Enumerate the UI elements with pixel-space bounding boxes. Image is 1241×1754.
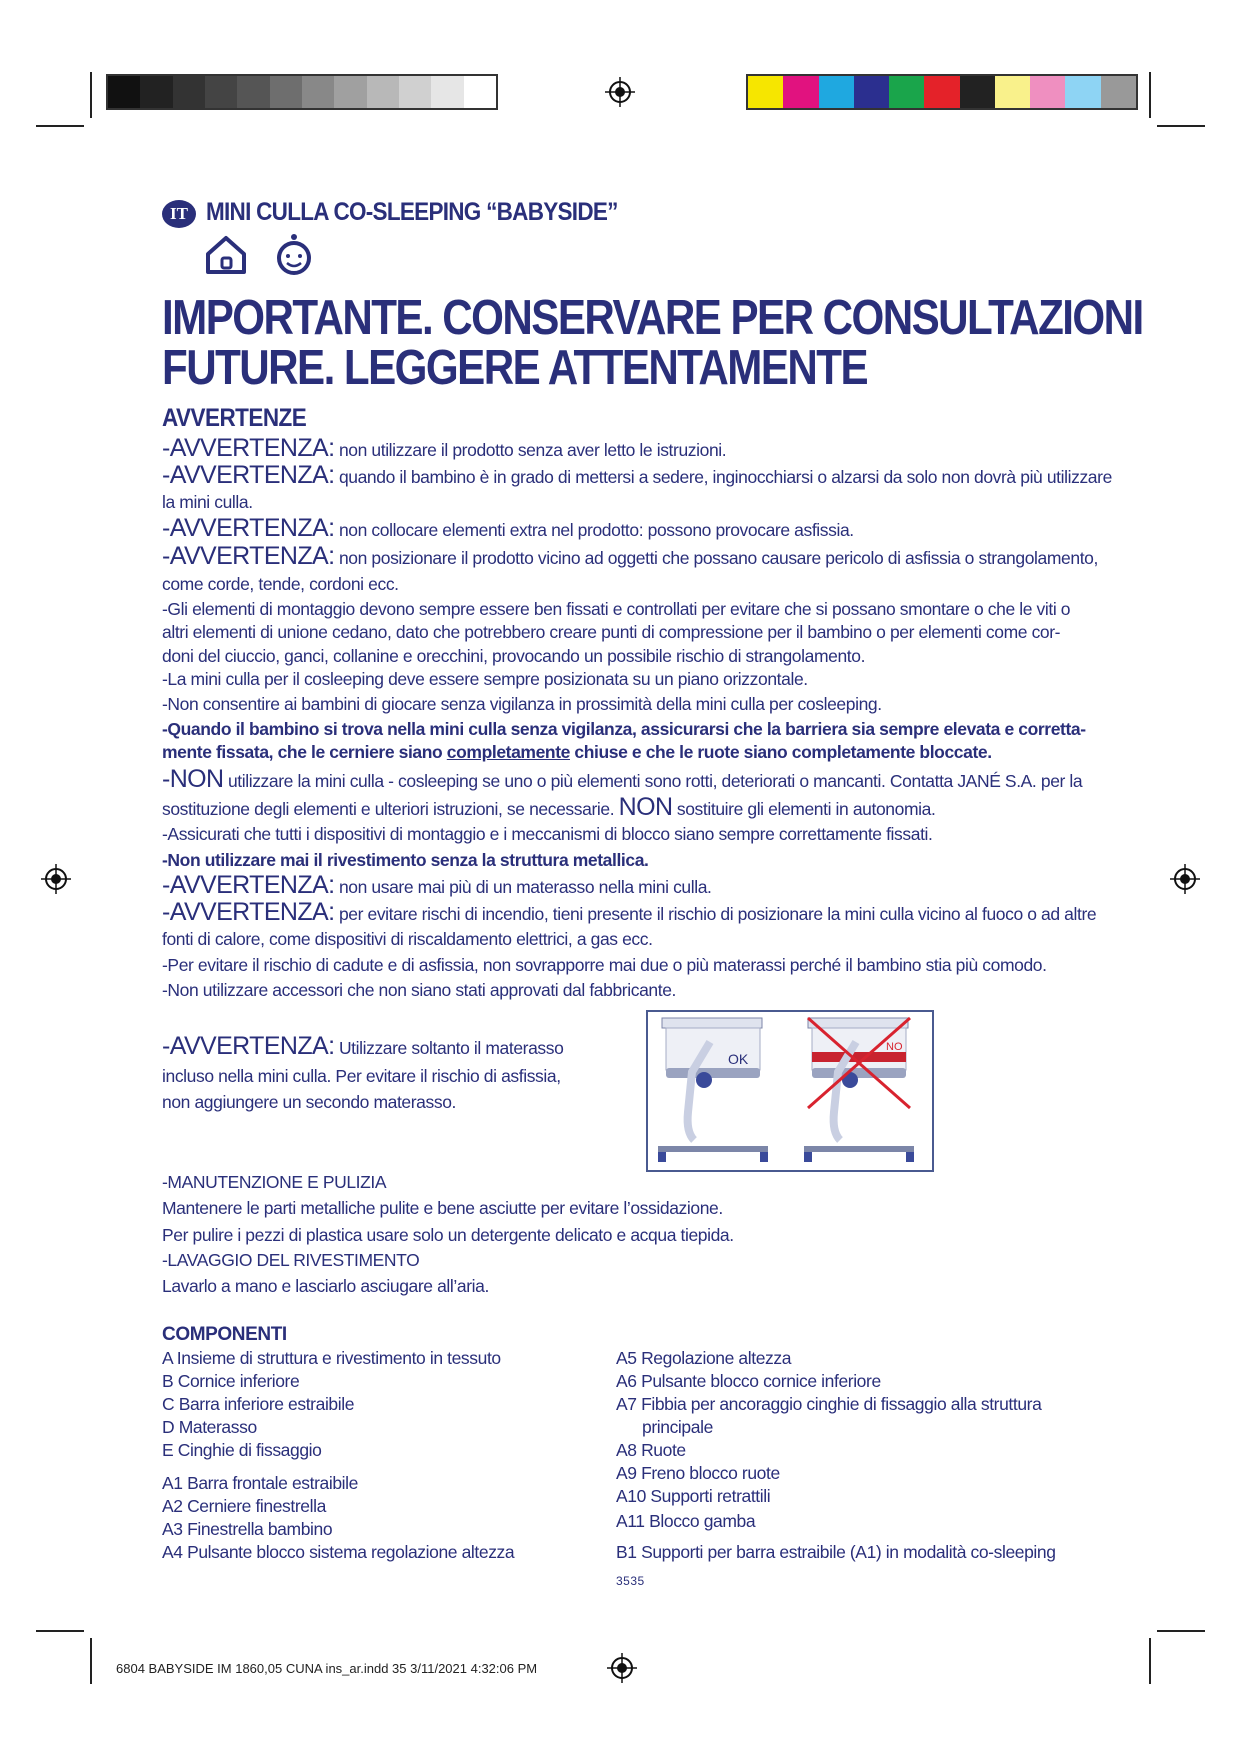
- paragraph-locking: -Assicurati che tutti i dispositivi di montaggio e i meccanismi di blocco siano sempre correttamente fissati.: [162, 824, 933, 844]
- component-item: A11 Blocco gamba: [616, 1511, 756, 1531]
- crib-ok-drawing: [658, 1018, 768, 1162]
- warning-label: -AVVERTENZA:: [162, 871, 335, 899]
- non-label: -NON: [162, 765, 224, 793]
- warning-6-text: per evitare rischi di incendio, tieni presente il rischio di posizionare la mini culla vicino al fuoco o ad altre: [338, 904, 1097, 924]
- component-item: A Insieme di struttura e rivestimento in tessuto: [162, 1348, 501, 1368]
- warning-5: [162, 871, 712, 900]
- product-title: MINI CULLA CO-SLEEPING “BABYSIDE”: [206, 198, 618, 226]
- gray-swatch: [140, 76, 172, 108]
- component-item: A8 Ruote: [616, 1440, 686, 1460]
- color-swatch: [1030, 76, 1065, 108]
- gray-swatch: [108, 76, 140, 108]
- warning-3: [162, 514, 854, 543]
- bold-warning-text: chiuse e che le ruote siano completamente bloccate.: [569, 742, 992, 762]
- bold-warning-2: -Non utilizzare mai il rivestimento senza la struttura metallica.: [162, 850, 649, 870]
- mattress-illustration: [648, 1012, 932, 1170]
- color-swatch: [854, 76, 889, 108]
- bold-warning-text: mente fissata, che le cerniere siano: [162, 742, 447, 762]
- paragraph-accessories: -Non utilizzare accessori che non siano stati approvati dal fabbricante.: [162, 980, 676, 1000]
- maintenance-line-2: Per pulire i pezzi di plastica usare solo un detergente delicato e acqua tiepida.: [162, 1225, 734, 1245]
- main-heading-line-1: IMPORTANTE. CONSERVARE PER CONSULTAZIONI: [162, 291, 1143, 345]
- component-item: A7 Fibbia per ancoraggio cinghie di fissaggio alla struttura: [616, 1394, 1042, 1414]
- warning-7-line-2: incluso nella mini culla. Per evitare il rischio di asfissia,: [162, 1066, 561, 1086]
- paragraph-mattresses: -Per evitare il rischio di cadute e di asfissia, non sovrapporre mai due o più materassi perché il bambino stia più comodo.: [162, 955, 1047, 975]
- gray-swatch: [237, 76, 269, 108]
- warnings-section-title: AVVERTENZE: [162, 404, 307, 432]
- color-swatch: [995, 76, 1030, 108]
- registration-mark-icon: [605, 77, 635, 107]
- component-item: principale: [642, 1417, 713, 1437]
- crop-mark: [1157, 125, 1205, 127]
- warning-7-text: Utilizzare soltanto il materasso: [338, 1038, 564, 1058]
- color-swatch: [889, 76, 924, 108]
- crop-mark: [1149, 72, 1151, 118]
- color-swatch: [783, 76, 818, 108]
- crop-mark: [90, 1638, 92, 1684]
- color-swatch: [748, 76, 783, 108]
- component-item: A1 Barra frontale estraibile: [162, 1473, 358, 1493]
- maintenance-line-1: Mantenere le parti metalliche pulite e bene asciutte per evitare l’ossidazione.: [162, 1198, 723, 1218]
- component-item: A9 Freno blocco ruote: [616, 1463, 780, 1483]
- gray-swatch: [302, 76, 334, 108]
- crop-mark: [90, 72, 92, 118]
- gray-swatch: [464, 76, 496, 108]
- warning-label: -AVVERTENZA:: [162, 1032, 335, 1060]
- paragraph-horizontal: -La mini culla per il cosleeping deve essere sempre posizionata su un piano orizzontale.: [162, 669, 808, 689]
- component-item: C Barra inferiore estraibile: [162, 1394, 355, 1414]
- ok-label: OK: [728, 1051, 749, 1067]
- gray-swatch: [367, 76, 399, 108]
- grayscale-calibration-strip: [106, 74, 498, 110]
- warning-6-continued: fonti di calore, come dispositivi di riscaldamento elettrici, a gas ecc.: [162, 929, 653, 949]
- non-warning-text: sostituire gli elementi in autonomia.: [676, 799, 936, 819]
- non-warning: [162, 765, 1082, 794]
- color-swatch: [924, 76, 959, 108]
- warning-3-text: non collocare elementi extra nel prodotto: possono provocare asfissia.: [338, 520, 854, 540]
- registration-mark-icon: [1170, 864, 1200, 894]
- warning-label: -AVVERTENZA:: [162, 514, 335, 542]
- gray-swatch: [173, 76, 205, 108]
- mattress-figure: [646, 1010, 934, 1172]
- bold-warning-1-continued: [162, 742, 992, 763]
- warning-1: [162, 434, 726, 463]
- warning-7-line-3: non aggiungere un secondo materasso.: [162, 1092, 457, 1112]
- language-badge-label: IT: [170, 204, 188, 223]
- gray-swatch: [270, 76, 302, 108]
- print-slug-footer: 6804 BABYSIDE IM 1860,05 CUNA ins_ar.indd 35 3/11/2021 4:32:06 PM: [116, 1661, 538, 1676]
- non-warning-text: sostituzione degli elementi e ulteriori istruzioni, se necessarie.: [162, 799, 615, 819]
- washing-line: Lavarlo a mano e lasciarlo asciugare all’aria.: [162, 1276, 489, 1296]
- color-swatch: [819, 76, 854, 108]
- component-item: A2 Cerniere finestrella: [162, 1496, 326, 1516]
- warning-5-text: non usare mai più di un materasso nella mini culla.: [338, 877, 712, 897]
- color-swatch: [1065, 76, 1100, 108]
- bold-warning-1: -Quando il bambino si trova nella mini culla senza vigilanza, assicurarsi che la barriera sia sempre elevata e corretta-: [162, 719, 1086, 739]
- paragraph-supervision: -Non consentire ai bambini di giocare senza vigilanza in prossimità della mini culla per cosleeping.: [162, 694, 882, 714]
- no-label: NO: [886, 1041, 903, 1053]
- non-warning-text: utilizzare la mini culla - cosleeping se uno o più elementi sono rotti, deteriorati o mancanti. Contatta JANÉ S.A. per la: [227, 771, 1083, 791]
- component-item: D Materasso: [162, 1417, 257, 1437]
- component-item: A10 Supporti retrattili: [616, 1486, 771, 1506]
- component-item: B1 Supporti per barra estraibile (A1) in modalità co-sleeping: [616, 1542, 1056, 1562]
- paragraph-assembly-3: doni del ciuccio, ganci, collanine e orecchini, provocando un possibile rischio di strangolamento.: [162, 646, 866, 666]
- component-item: A5 Regolazione altezza: [616, 1348, 792, 1368]
- color-swatch: [960, 76, 995, 108]
- warning-label: -AVVERTENZA:: [162, 542, 335, 570]
- warning-2-continued: la mini culla.: [162, 492, 253, 512]
- component-item: A6 Pulsante blocco cornice inferiore: [616, 1371, 881, 1391]
- warning-2: [162, 461, 1112, 490]
- warning-4-text: non posizionare il prodotto vicino ad oggetti che possano causare pericolo di asfissia o strangolamento,: [338, 548, 1098, 568]
- crib-no-drawing: [804, 1018, 914, 1162]
- maintenance-title: -MANUTENZIONE E PULIZIA: [162, 1172, 387, 1192]
- home-icon: [204, 234, 248, 276]
- components-title: COMPONENTI: [162, 1324, 287, 1345]
- color-swatch: [1101, 76, 1136, 108]
- registration-mark-icon: [41, 864, 71, 894]
- crop-mark: [36, 125, 84, 127]
- page-number: 3535: [616, 1574, 645, 1588]
- gray-swatch: [399, 76, 431, 108]
- color-calibration-strip: [746, 74, 1138, 110]
- crop-mark: [36, 1630, 84, 1632]
- non-warning-continued: [162, 793, 935, 822]
- warning-4-continued: come corde, tende, cordoni ecc.: [162, 574, 399, 594]
- component-item: A4 Pulsante blocco sistema regolazione altezza: [162, 1542, 515, 1562]
- warning-1-text: non utilizzare il prodotto senza aver letto le istruzioni.: [338, 440, 727, 460]
- warning-label: -AVVERTENZA:: [162, 461, 335, 489]
- component-item: B Cornice inferiore: [162, 1371, 300, 1391]
- gray-swatch: [431, 76, 463, 108]
- crop-mark: [1157, 1630, 1205, 1632]
- main-heading-line-2: FUTURE. LEGGERE ATTENTAMENTE: [162, 341, 868, 395]
- gray-swatch: [334, 76, 366, 108]
- paragraph-assembly-1: -Gli elementi di montaggio devono sempre essere ben fissati e controllati per evitare che si possano smontare o che le viti o: [162, 599, 1071, 619]
- warning-6: [162, 898, 1096, 927]
- underlined-word: completamente: [446, 742, 570, 762]
- non-label: NON: [618, 793, 673, 821]
- washing-title: -LAVAGGIO DEL RIVESTIMENTO: [162, 1250, 420, 1270]
- warning-label: -AVVERTENZA:: [162, 898, 335, 926]
- language-badge: [162, 200, 196, 228]
- baby-face-icon: [274, 232, 314, 276]
- component-item: E Cinghie di fissaggio: [162, 1440, 322, 1460]
- crop-mark: [1149, 1638, 1151, 1684]
- registration-mark-icon: [607, 1653, 637, 1683]
- gray-swatch: [205, 76, 237, 108]
- warning-4: [162, 542, 1098, 571]
- paragraph-assembly-2: altri elementi di unione cedano, dato che potrebbero creare punti di compressione per il bambino o per elementi come cor-: [162, 622, 1061, 642]
- warning-2-text: quando il bambino è in grado di mettersi a sedere, inginocchiarsi o alzarsi da solo non dovrà più utilizzare: [338, 467, 1112, 487]
- component-item: A3 Finestrella bambino: [162, 1519, 333, 1539]
- warning-label: -AVVERTENZA:: [162, 434, 335, 462]
- warning-7: [162, 1032, 563, 1061]
